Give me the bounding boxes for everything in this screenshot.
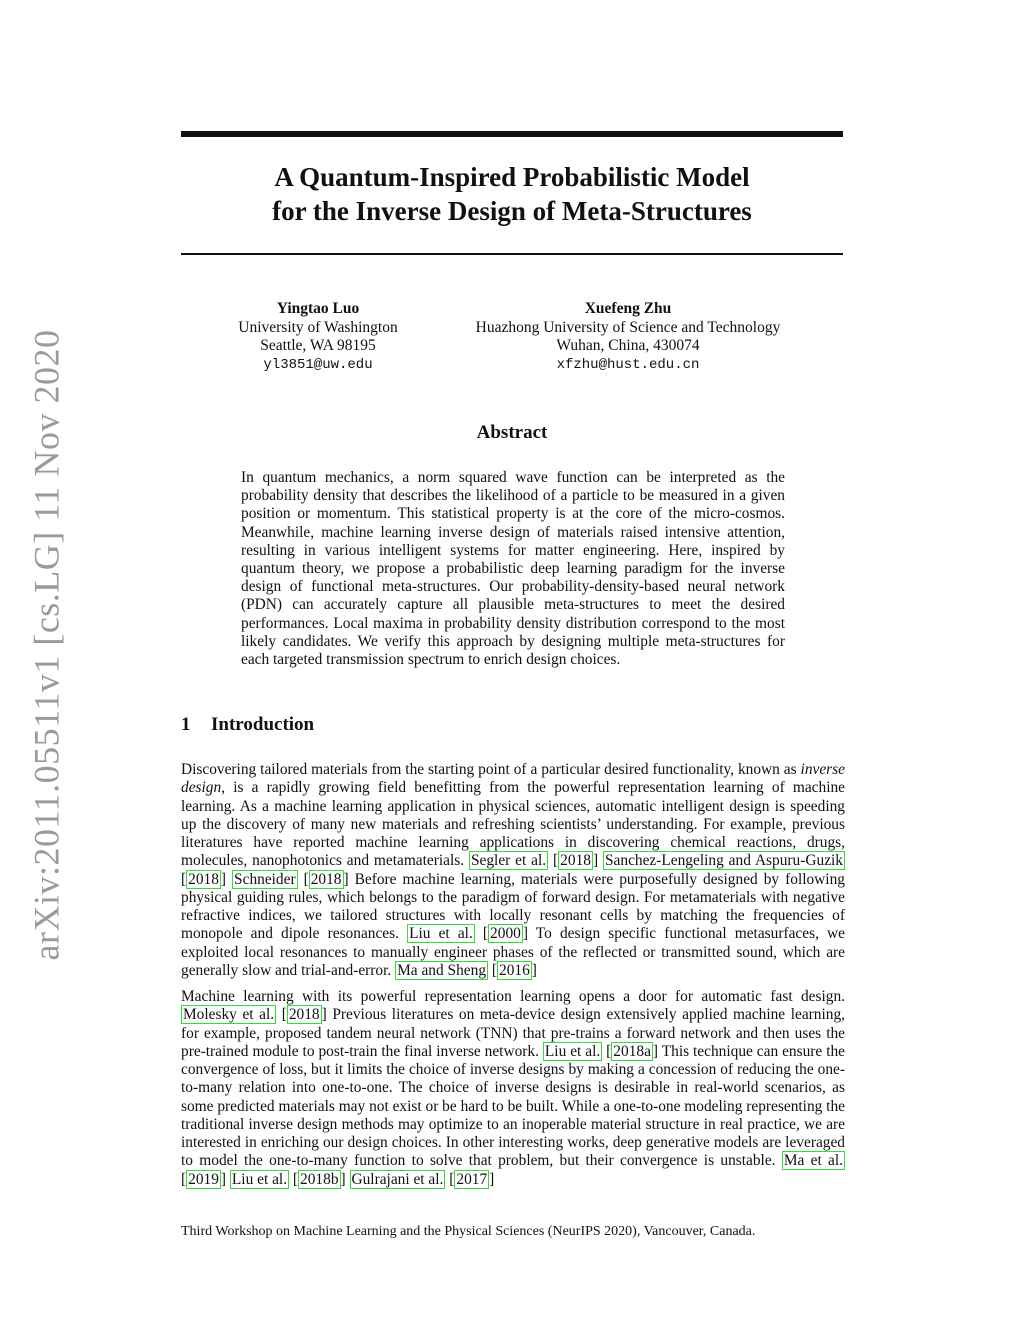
citation-link[interactable]: Gulrajani et al.	[351, 1170, 444, 1188]
arxiv-side-stamp	[16, 329, 76, 961]
paper-title	[181, 160, 843, 228]
text-run: Discovering tailored materials from the starting point of a particular desired functionality, known as	[181, 761, 801, 778]
citation-link[interactable]: Schneider	[234, 870, 296, 888]
section-number: 1	[181, 714, 191, 735]
citation-year-link[interactable]: 2018	[310, 870, 342, 888]
text-run: To design specific functional metasurfaces, we exploited local resonances to manually engineer phases of the reflected or transmitted sound, which are generally slow and trial-and-error.	[181, 925, 845, 979]
citation-year-link[interactable]: 2018	[560, 852, 591, 870]
citation-link[interactable]: Ma and Sheng	[397, 961, 487, 979]
citation-year-link[interactable]: 2000	[490, 925, 521, 943]
citation-link[interactable]: Ma et al.	[783, 1152, 843, 1170]
emphasis-text: inverse design	[181, 761, 845, 797]
section-title: Introduction	[211, 714, 315, 735]
intro-paragraph-2: Machine learning with its powerful representation learning opens a door for automatic fast design. Molesky et al. [ 2018 ] Previous literatures on meta-device design extensively applied machine learning, for example, proposed tandem neural network (TNN) that pre-trains a forward network and then uses the pre-trained module to post-train the final inverse network. Liu et al. [ 2018a ] This technique can ensure the convergence of loss, but it limits the choice of inverse designs by making a concession of reducing the one-to-many relation into one-to-one. The choice of inverse designs is desirable in real-world scenarios, as some predicted materials may not exist or be hard to be built. While a one-to-one modeling representing the traditional inverse design methods may optimize to an inoperable material structure in real practice, we are interested in enriching our design choices. In other interesting works, deep generative models are leveraged to model the one-to-many function to solve that problem, but their convergence is unstable. Ma et al. [ 2019 ] Liu et al. [ 2018b ] Gulrajani et al. [ 2017 ]	[181, 988, 846, 1188]
text-run: Previous literatures on meta-device design extensively applied machine learning, for example, proposed tandem neural network (TNN) that pre-trains a forward network and then uses the pre-trained module to post-train the final inverse network.	[181, 1006, 845, 1060]
author-email[interactable]: xfzhu@hust.edu.cn	[556, 356, 700, 373]
venue-footnote: Third Workshop on Machine Learning and the Physical Sciences (NeurIPS 2020), Vancouver, Canada.	[181, 1224, 756, 1239]
citation-link[interactable]: Molesky et al.	[183, 1006, 275, 1024]
text-run: This technique can ensure the convergence of loss, but it limits the choice of inverse designs by making a concession of reducing the one-to-many relation into one-to-one. The choice of inverse designs is desirable in real-world scenarios, as some predicted materials may not exist or be hard to be built. While a one-to-one modeling representing the traditional inverse design methods may optimize to an inoperable material structure in real practice, we are interested in enriching our design choices. In other interesting works, deep generative models are leveraged to model the one-to-many function to solve that problem, but their convergence is unstable.	[181, 1042, 846, 1170]
citation-year-link[interactable]: 2016	[499, 961, 530, 979]
citation-link[interactable]: Segler et al.	[470, 852, 547, 870]
citation-link[interactable]: Liu et al.	[409, 925, 473, 943]
abstract-body: In quantum mechanics, a norm squared wave function can be interpreted as the probability density that describes the likelihood of a particle to be measured in a given position or momentum. This statistical property is at the core of the micro-cosmos. Meanwhile, machine learning inverse design of materials raised intensive attention, resulting in various intelligent systems for matter engineering. Here, inspired by quantum theory, we propose a probabilistic deep learning paradigm for the inverse design of functional meta-structures. Our probability-density-based neural network (PDN) can accurately capture all plausible meta-structures to meet the desired performances. Local maxima in probability density distribution correspond to the most likely candidates. We verify this approach by designing multiple meta-structures for each targeted transmission spectrum to enrich design choices.	[241, 469, 785, 669]
citation-link[interactable]: Liu et al.	[544, 1042, 601, 1060]
author-name: Xuefeng Zhu	[584, 300, 672, 317]
citation-year-link[interactable]: 2018	[188, 870, 219, 888]
author-affiliation: Huazhong University of Science and Technology	[475, 318, 781, 336]
text-run: Before machine learning, materials were purposefully designed by following physical guiding rules, which belongs to the paradigm of forward design. For metamaterials with negative refractive indices, we tailored structures with locally resonant cells by matching the frequencies of monopole and dipole resonances.	[181, 870, 845, 943]
title-line-1: A Quantum-Inspired Probabilistic Model	[274, 162, 750, 192]
text-run: Machine learning with its powerful representation learning opens a door for automatic fast design.	[181, 988, 845, 1005]
abstract-heading: Abstract	[476, 422, 548, 443]
author-block-2	[443, 300, 813, 374]
citation-link[interactable]: Sanchez-Lengeling and Aspuru-Guzik	[604, 852, 843, 870]
section-heading	[181, 714, 314, 736]
title-top-rule	[181, 131, 843, 137]
title-bottom-rule	[181, 253, 843, 255]
author-email[interactable]: yl3851@uw.edu	[263, 356, 373, 373]
citation-year-link[interactable]: 2017	[456, 1170, 488, 1188]
intro-paragraph-1: Discovering tailored materials from the starting point of a particular desired functionality, known as inverse design, is a rapidly growing field benefitting from the powerful representation learning of machine learning. As a machine learning application in physical sciences, automatic intelligent design is speeding up the discovery of many new materials and refreshing scientists’ understanding. For example, previous literatures have reported machine learning applications in discovering chemical reactions, drugs, molecules, nanophotonics and metamaterials. Segler et al. [ 2018 ] Sanchez-Lengeling and Aspuru-Guzik [ 2018 ] Schneider [ 2018 ] Before machine learning, materials were purposefully designed by following physical guiding rules, which belongs to the paradigm of forward design. For metamaterials with negative refractive indices, we tailored structures with locally resonant cells by matching the frequencies of monopole and dipole resonances. Liu et al. [ 2000 ] To design specific functional metasurfaces, we exploited local resonances to manually engineer phases of the reflected or transmitted sound, which are generally slow and trial-and-error. Ma and Sheng [ 2016 ]	[181, 761, 845, 979]
arxiv-identifier: arXiv:2011.05511v1 [cs.LG] 11 Nov 2020	[26, 329, 67, 961]
author-name: Yingtao Luo	[276, 300, 360, 317]
citation-year-link[interactable]: 2018a	[613, 1042, 651, 1060]
author-location: Wuhan, China, 430074	[556, 337, 700, 354]
citation-year-link[interactable]: 2018	[288, 1006, 320, 1024]
citation-year-link[interactable]: 2018b	[300, 1170, 339, 1188]
title-line-2: for the Inverse Design of Meta-Structures	[272, 196, 752, 226]
author-location: Seattle, WA 98195	[260, 337, 376, 354]
author-affiliation: University of Washington	[238, 318, 398, 336]
citation-year-link[interactable]: 2019	[188, 1170, 219, 1188]
text-run: , is a rapidly growing field benefitting from the powerful representation learning of machine learning. As a machine learning application in physical sciences, automatic intelligent design is speeding up the discovery of many new materials and refreshing scientists’ understanding. For example, previous literatures have reported machine learning applications in discovering chemical reactions, drugs, molecules, nanophotonics and metamaterials.	[181, 779, 845, 870]
author-block-1	[213, 300, 423, 374]
citation-link[interactable]: Liu et al.	[231, 1170, 288, 1188]
